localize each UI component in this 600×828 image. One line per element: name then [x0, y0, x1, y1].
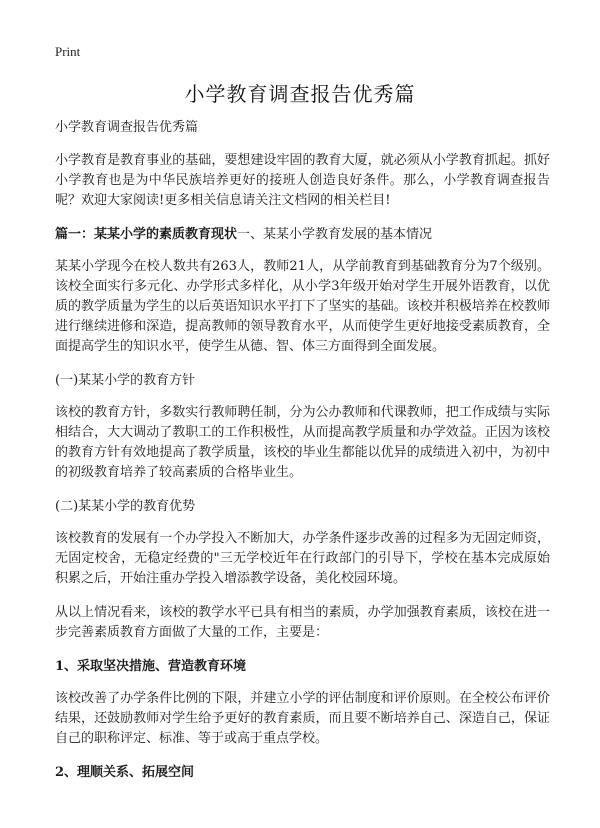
paragraph-2: 该校的教育方针，多数实行教师聘任制，分为公办教师和代课教师，把工作成绩与实际相结合，大大调动了教职工的工作积极性，从而提高教学质量和办学效益。正因为该校的教育方针有效地提高了教学质量，该校的毕业生都能以优异的成绩进入初中，为初中的初级教育培养了较高素质的合格毕业生。 — [55, 405, 550, 480]
heading-1: 1、采取坚决措施、营造教育环境 — [55, 659, 247, 674]
section-heading — [55, 225, 550, 245]
document-subtitle: 小学教育调查报告优秀篇 — [55, 120, 199, 135]
subheading-1: (一)某某小学的教育方针 — [55, 373, 196, 388]
paragraph-5: 该校改善了办学条件比例的下限，并建立小学的评估制度和评价原则。在全校公布评价结果，还鼓励教师对学生给予更好的教育素质，而且要不断培养自己、深造自己，保证自己的职称评定、标准、等于或高于重点学校。 — [55, 691, 550, 746]
subheading-2: (二)某某小学的教育优势 — [55, 499, 196, 514]
page-title: 小学教育调查报告优秀篇 — [184, 82, 416, 106]
paragraph-1: 某某小学现今在校人数共有263人，教师21人，从学前教育到基础教育分为7个级别。该校全面实行多元化、办学形式多样化，从小学3年级开始对学生开展外语教育，以优质的教学质量为学生的以后英语知识水平打下了坚实的基础。该校并积极培养在校教师进行继续进修和深造，提高教师的领导教育水平，从而使学生更好地接受素质教育，全面提高学生的知识水平，使学生从德、智、体三方面得到全面发展。 — [55, 259, 550, 354]
document-body — [55, 118, 550, 795]
intro-paragraph: 小学教育是教育事业的基础，要想建设牢固的教育大厦，就必须从小学教育抓起。抓好小学教育也是为中华民族培养更好的接班人创造良好条件。那么，小学教育调查报告呢？欢迎大家阅读!更多相关信息请关注文档网的相关栏目! — [55, 153, 550, 208]
print-link[interactable]: Print — [55, 44, 81, 59]
section-heading-bold: 篇一：某某小学的素质教育现状 — [55, 227, 238, 242]
paragraph-3: 该校教育的发展有一个办学投入不断加大，办学条件逐步改善的过程多为无固定师资，无固定校舍，无稳定经费的"三无学校近年在行政部门的引导下，学校在基本完成原始积累之后，开始注重办学投入增添教学设备，美化校园环境。 — [55, 531, 550, 586]
section-heading-normal: 一、某某小学教育发展的基本情况 — [237, 227, 433, 242]
heading-2: 2、理顺关系、拓展空间 — [55, 765, 195, 780]
paragraph-4: 从以上情况看来，该校的教学水平已具有相当的素质，办学加强教育素质，该校在进一步完善素质教育方面做了大量的工作，主要是： — [55, 605, 550, 640]
